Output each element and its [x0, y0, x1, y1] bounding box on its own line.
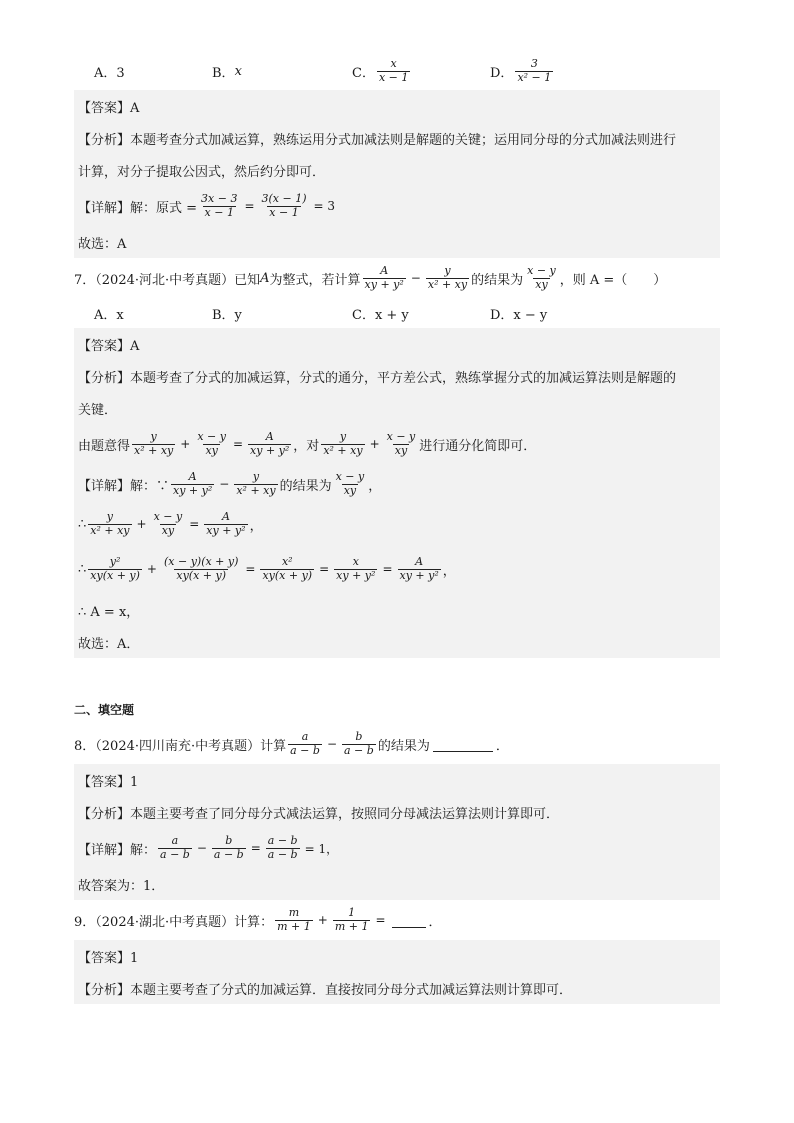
- q9-stem-end: ．: [428, 914, 442, 930]
- q7-analysis-line-2: 关键．: [78, 402, 118, 418]
- q8-detail-result: = 1，: [304, 841, 339, 856]
- q8-stem-part-1: 8．（2024·四川南充·中考真题）计算: [74, 738, 287, 754]
- minus-sign: −: [196, 841, 207, 855]
- minus-sign: −: [219, 477, 230, 491]
- q7-option-b[interactable]: B．y: [212, 307, 242, 323]
- q7-option-a[interactable]: A．x: [94, 307, 124, 323]
- plus-sign: +: [180, 437, 191, 451]
- q7-an-fraction-5: $\frac{x - y}{xy}$: [386, 429, 416, 457]
- comma: ，: [442, 563, 456, 579]
- q7-stem: [74, 258, 720, 298]
- q7-s3-fraction-5: $\frac{A}{\text{xy + y²}}$: [399, 554, 439, 582]
- worksheet-page: [74, 52, 720, 1004]
- q6-option-c-fraction: $\frac{x}{x - 1}$: [378, 56, 409, 84]
- q8-stem-fraction-2: $\frac{b}{a - b}$: [344, 729, 374, 757]
- q6-detail-result: = 3: [313, 199, 336, 213]
- q7-analysis-3-lead: 由题意得: [78, 438, 131, 454]
- q8-answer: 【答案】1: [78, 774, 139, 790]
- q7-option-c[interactable]: C．x + y: [352, 307, 409, 323]
- q7-s3-fraction-1: $\frac{\text{y²}}{xy(x + y)}$: [90, 554, 140, 582]
- q6-option-b-label: B．: [212, 65, 235, 81]
- q7-detail-line-3: [74, 544, 720, 594]
- q7-detail-line-1: [74, 464, 720, 504]
- q7-analysis-3-tail: 进行通分化简即可．: [419, 438, 537, 454]
- minus-sign: −: [410, 271, 421, 285]
- q6-analysis-line-1: 【分析】本题考查分式加减运算，熟练运用分式加减法则是解题的关键；运用同分母的分式加减法则进行: [78, 132, 677, 148]
- minus-sign: −: [326, 737, 337, 751]
- q6-option-c-label: C．: [352, 65, 375, 81]
- q7-dt-fraction-1: $\frac{A}{\text{xy + y²}}$: [173, 469, 213, 497]
- plus-sign: +: [146, 562, 157, 576]
- q9-answer: 【答案】1: [78, 950, 139, 966]
- q9-answer-blank[interactable]: [392, 913, 426, 928]
- q7-detail-line-2: [74, 504, 720, 544]
- q7-dt-fraction-2: $\frac{y}{\text{x² + xy}}$: [236, 469, 276, 497]
- equals-sign: =: [375, 913, 386, 927]
- q7-detail-mid: 的结果为: [279, 478, 332, 494]
- comma: ，: [249, 518, 263, 534]
- equals-sign: =: [189, 517, 200, 531]
- q7-an-fraction-4: $\frac{y}{\text{x² + xy}}$: [323, 429, 363, 457]
- q6-options: [74, 52, 720, 90]
- q8-conclusion: 故答案为：1．: [78, 878, 165, 894]
- q8-d-fraction-3: $\frac{a - b}{a - b}$: [267, 833, 298, 861]
- q7-s3-fraction-4: $\frac{x}{\text{xy + y²}}$: [336, 554, 376, 582]
- q7-stem-fraction-1: $\frac{A}{\text{xy + y²}}$: [364, 263, 404, 291]
- comma: ，: [368, 478, 382, 494]
- q9-analysis: 【分析】本题主要考查了分式的加减运算．直接按同分母分式加减运算法则计算即可．: [78, 982, 573, 998]
- equals-sign: =: [245, 562, 256, 576]
- q6-analysis-line-2: 计算，对分子提取公因式，然后约分即可．: [78, 164, 326, 180]
- q8-answer-blank[interactable]: [433, 737, 493, 752]
- q7-an-fraction-2: $\frac{x - y}{xy}$: [197, 429, 226, 457]
- q6-conclusion: 故选：A: [78, 236, 127, 252]
- q7-stem-fraction-3: $\frac{x - y}{xy}$: [527, 263, 556, 291]
- q6-detail-fraction-2: $\frac{3(x - 1)}{x - 1}$: [261, 191, 307, 219]
- q9-stem-fraction-1: $\frac{m}{m + 1}$: [277, 905, 311, 933]
- q9-stem: [74, 900, 720, 940]
- q6-option-c[interactable]: [352, 52, 412, 90]
- q9-stem-fraction-2: $\frac{1}{m + 1}$: [334, 905, 369, 933]
- q7-s2-fraction-3: $\frac{A}{\text{xy + y²}}$: [206, 509, 246, 537]
- q8-stem: [74, 724, 720, 764]
- q7-stem-part-3: 的结果为: [471, 272, 524, 288]
- q7-s3-fraction-2: $\frac{(x - y)(x + y)}{xy(x + y)}$: [163, 554, 239, 582]
- q7-analysis-3-mid: ，对: [293, 438, 320, 454]
- q8-stem-part-2: 的结果为: [377, 738, 430, 754]
- q6-option-b[interactable]: [212, 52, 242, 90]
- q9-stem-part-1: 9．（2024·湖北·中考真题）计算：: [74, 914, 274, 930]
- q8-solution-block: [74, 764, 720, 900]
- q7-solution-block: [74, 328, 720, 658]
- q7-an-fraction-1: $\frac{y}{\text{x² + xy}}$: [134, 429, 174, 457]
- q7-dt-fraction-3: $\frac{x - y}{xy}$: [335, 469, 365, 497]
- q7-an-fraction-3: $\frac{A}{\text{xy + y²}}$: [250, 429, 290, 457]
- q6-answer: 【答案】A: [78, 100, 140, 116]
- section-heading: 二、填空题: [74, 702, 135, 717]
- q7-conclusion: 故选：A．: [78, 636, 140, 652]
- q9-solution-block: [74, 940, 720, 1004]
- q8-stem-fraction-1: $\frac{a}{a - b}$: [290, 729, 320, 757]
- q7-s3-fraction-3: $\frac{\text{x²}}{xy(x + y)}$: [262, 554, 313, 582]
- q8-d-fraction-2: $\frac{b}{a - b}$: [213, 833, 244, 861]
- q7-stem-part-4: ，则 A =（ ）: [559, 272, 667, 288]
- q8-detail: [74, 828, 720, 868]
- q7-s2-fraction-2: $\frac{x - y}{xy}$: [153, 509, 183, 537]
- q6-option-d[interactable]: [490, 52, 555, 90]
- equals-sign: =: [382, 562, 393, 576]
- equals-sign: =: [250, 841, 261, 855]
- therefore-sign: ∴: [78, 561, 87, 577]
- equals-sign: =: [244, 199, 255, 213]
- q8-analysis: 【分析】本题主要考查了同分母分式减法运算，按照同分母减法运算法则计算即可．: [78, 806, 560, 822]
- equals-sign: =: [319, 562, 330, 576]
- q6-detail: [74, 186, 720, 226]
- q7-detail-lead: 【详解】解：∵: [78, 478, 170, 494]
- plus-sign: +: [369, 437, 380, 451]
- q6-option-b-expr: x: [234, 63, 242, 79]
- q7-stem-part-2: 为整式，若计算: [269, 272, 361, 288]
- q8-d-fraction-1: $\frac{a}{a - b}$: [160, 833, 190, 861]
- q6-detail-fraction-1: $\frac{3x - 3}{x - 1}$: [201, 191, 238, 219]
- therefore-sign: ∴: [78, 516, 87, 532]
- q7-step-4: ∴ A = x，: [78, 604, 140, 620]
- q6-detail-lead: 【详解】解：原式 =: [78, 200, 198, 216]
- equals-sign: =: [232, 437, 244, 451]
- q7-options: [74, 298, 720, 328]
- q7-answer: 【答案】A: [78, 338, 140, 354]
- q7-analysis-line-1: 【分析】本题考查了分式的加减运算，分式的通分，平方差公式，熟练掌握分式的加减运算法则是解题的: [78, 370, 677, 386]
- plus-sign: +: [317, 913, 328, 927]
- q7-option-d[interactable]: D．x − y: [490, 307, 548, 323]
- q7-stem-part-1: 7．（2024·河北·中考真题）已知: [74, 272, 261, 288]
- plus-sign: +: [136, 517, 147, 531]
- q8-stem-end: ．: [495, 738, 509, 754]
- q6-option-d-label: D．: [490, 65, 514, 81]
- q7-stem-fraction-2: $\frac{y}{\text{x² + xy}}$: [427, 263, 468, 291]
- q8-detail-lead: 【详解】解：: [78, 842, 157, 858]
- q6-option-a[interactable]: A．3: [94, 65, 125, 81]
- q6-option-d-fraction: $\frac{3}{\text{x² − 1}}$: [517, 56, 552, 84]
- q7-analysis-line-3: [74, 424, 720, 464]
- q6-solution-block: [74, 90, 720, 258]
- q7-s2-fraction-1: $\frac{y}{\text{x² + xy}}$: [90, 509, 130, 537]
- q7-stem-variable: A: [260, 270, 270, 286]
